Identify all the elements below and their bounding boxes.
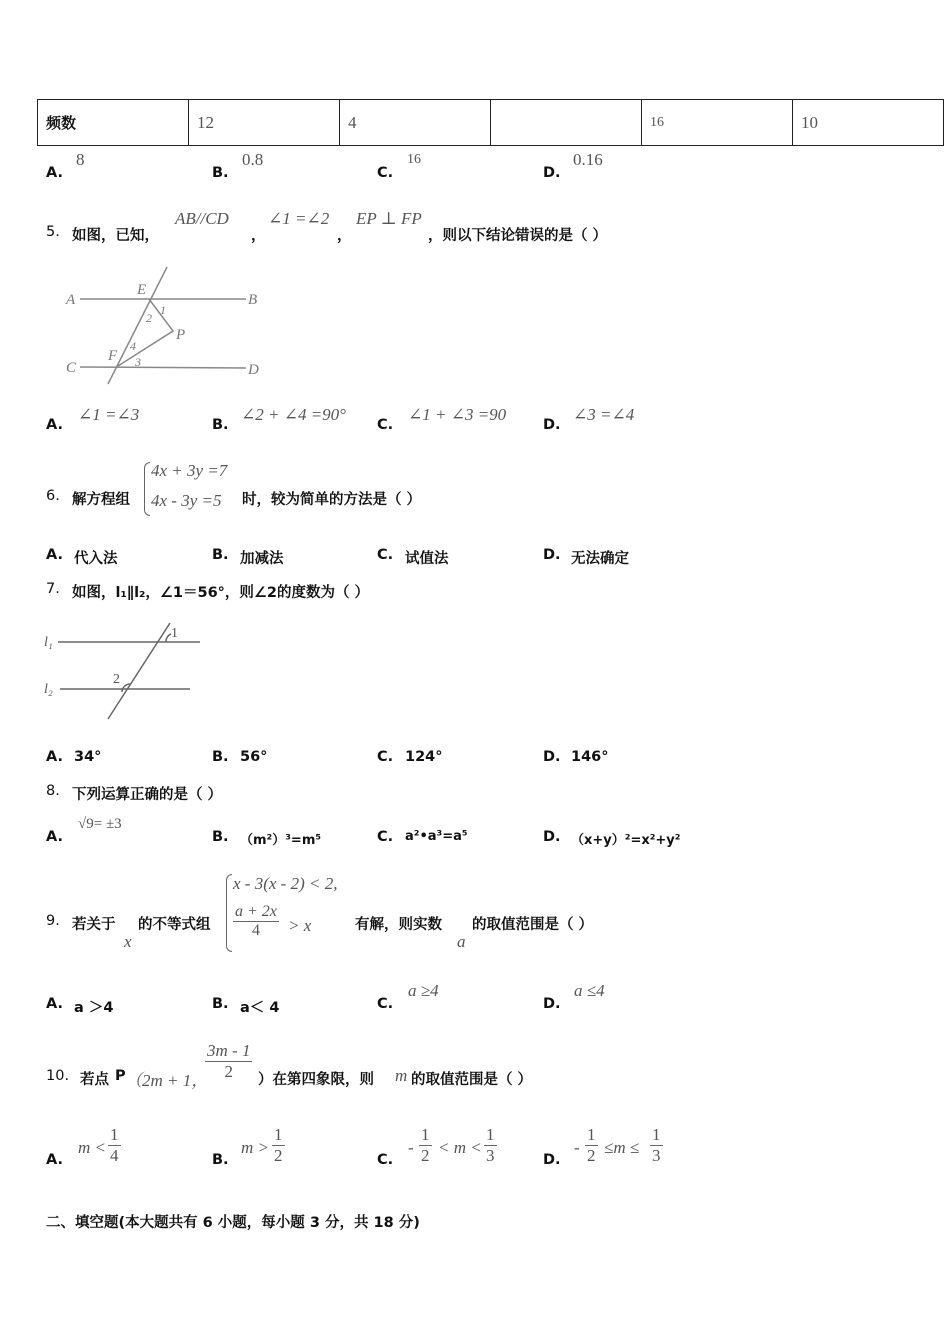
table-header-cell: 频数: [38, 100, 189, 146]
question-text: 若点: [80, 1072, 109, 1088]
question-text: 解方程组: [72, 492, 130, 508]
option-label: A.: [46, 547, 63, 563]
variable-a: a: [457, 932, 466, 951]
question-text: 下列运算正确的是（ ）: [72, 787, 223, 803]
frequency-table: [37, 99, 944, 146]
math-condition: EP ⊥ FP: [356, 209, 422, 228]
equation-2: 4x - 3y =5: [151, 491, 222, 510]
option-value: 无法确定: [571, 551, 629, 567]
question-text: 有解，则实数: [355, 917, 442, 933]
option-prefix: m >: [241, 1138, 269, 1157]
equation-1: 4x + 3y =7: [151, 461, 228, 480]
math-condition: AB//CD: [175, 209, 229, 228]
label-d: D: [248, 362, 259, 378]
fraction-numerator: 1: [274, 1125, 283, 1144]
option-value: 0.8: [242, 150, 264, 169]
question-text: 的取值范围是（ ）: [411, 1072, 533, 1088]
table-cell: [491, 100, 642, 146]
option-label: D.: [543, 996, 561, 1012]
option-fraction: [108, 1125, 121, 1166]
fraction-denominator: 2: [224, 1062, 233, 1081]
question-number: 5.: [46, 224, 60, 240]
fraction-denominator: 4: [251, 922, 260, 939]
option-fraction: [484, 1125, 497, 1166]
option-label: B.: [212, 749, 229, 765]
option-value: a ≤4: [574, 981, 605, 1000]
fraction-numerator: 1: [486, 1125, 495, 1144]
transversal: [108, 623, 170, 719]
option-label: C.: [377, 829, 394, 845]
inequality-2-fraction: [233, 903, 279, 940]
option-value: 16: [407, 152, 421, 167]
option-value: 124°: [405, 749, 443, 765]
option-label: D.: [543, 1152, 561, 1168]
separator: ，: [251, 228, 266, 244]
option-label: C.: [377, 417, 394, 433]
option-label: A.: [46, 749, 63, 765]
label-l2: l₂: [44, 682, 53, 697]
fraction-numerator: 1: [110, 1125, 119, 1144]
option-label: D.: [543, 417, 561, 433]
geometry-figure-parallel-lines: [60, 262, 270, 387]
option-label: B.: [212, 417, 229, 433]
table-cell: 4: [340, 100, 491, 146]
label-p: P: [176, 327, 186, 343]
option-label: B.: [212, 547, 229, 563]
angle-label-2: 2: [113, 672, 120, 687]
option-value: a²•a³=a⁵: [405, 829, 468, 844]
option-prefix: -: [574, 1138, 580, 1157]
question-number: 7.: [46, 581, 60, 597]
question-number: 9.: [46, 913, 60, 929]
fraction-denominator: 3: [486, 1146, 495, 1165]
option-label: A.: [46, 1152, 63, 1168]
option-value: ∠1 + ∠3 =90: [408, 405, 507, 424]
option-value: 146°: [571, 749, 609, 765]
option-label: B.: [212, 165, 229, 181]
angle-3: 3: [135, 355, 141, 369]
question-text: 如图，已知，: [72, 228, 159, 244]
option-value: 56°: [240, 749, 268, 765]
option-value: a ≥4: [408, 981, 439, 1000]
question-text: 如图，l₁∥l₂，∠1＝56°，则∠2的度数为（ ）: [72, 585, 370, 601]
option-label: C.: [377, 996, 394, 1012]
option-fraction: [585, 1125, 598, 1166]
option-value: （x+y）²=x²+y²: [571, 833, 681, 848]
option-value: ∠2 + ∠4 =90°: [241, 405, 346, 424]
variable-m: m: [395, 1066, 408, 1085]
option-label: D.: [543, 749, 561, 765]
fraction-denominator: 2: [421, 1146, 430, 1165]
fraction-denominator: 3: [652, 1146, 661, 1165]
option-fraction: [650, 1125, 663, 1166]
option-middle: ≤m ≤: [604, 1138, 640, 1157]
option-value: 8: [76, 150, 85, 169]
option-value: （m²）³=m⁵: [240, 833, 322, 848]
option-value: 0.16: [573, 150, 603, 169]
option-prefix: -: [408, 1138, 414, 1157]
option-value: ∠3 =∠4: [573, 405, 635, 424]
inequality-brace: [226, 874, 232, 952]
option-label: D.: [543, 165, 561, 181]
option-label: D.: [543, 547, 561, 563]
table-cell: 12: [189, 100, 340, 146]
fraction-numerator: 3m - 1: [207, 1041, 251, 1060]
line-cd: [80, 367, 246, 368]
fraction-numerator: a + 2x: [235, 903, 277, 920]
option-value: a＜ 4: [240, 1000, 280, 1016]
option-value: 34°: [74, 749, 102, 765]
question-text: 的不等式组: [138, 917, 211, 933]
option-label: B.: [212, 829, 229, 845]
option-label: D.: [543, 829, 561, 845]
coordinate-y-fraction: [205, 1041, 252, 1082]
label-a: A: [66, 292, 76, 308]
question-number: 10.: [46, 1068, 70, 1084]
option-label: C.: [377, 547, 394, 563]
point-label: P: [115, 1068, 126, 1084]
question-text: 若关于: [72, 917, 116, 933]
label-b: B: [248, 292, 258, 308]
question-number: 6.: [46, 488, 60, 504]
option-value: 加减法: [240, 551, 284, 567]
fraction-denominator: 4: [110, 1146, 119, 1165]
label-l1: l₁: [44, 635, 53, 650]
separator: ，: [337, 228, 352, 244]
option-label: C.: [377, 165, 394, 181]
angle-2: 2: [146, 311, 152, 325]
fraction-denominator: 2: [274, 1146, 283, 1165]
option-value: 代入法: [74, 551, 118, 567]
option-label: A.: [46, 829, 63, 845]
angle-label-1: 1: [171, 626, 178, 641]
fraction-numerator: 1: [421, 1125, 430, 1144]
option-value: a ＞4: [74, 1000, 114, 1016]
option-label: C.: [377, 749, 394, 765]
math-condition: ∠1 =∠2: [268, 209, 330, 228]
table-cell: 10: [793, 100, 944, 146]
fraction-numerator: 1: [652, 1125, 661, 1144]
fraction-numerator: 1: [587, 1125, 596, 1144]
label-c: C: [66, 360, 77, 376]
table-row: [38, 100, 944, 146]
angle-1: 1: [160, 303, 166, 317]
question-number: 8.: [46, 783, 60, 799]
question-text: 的取值范围是（ ）: [472, 917, 594, 933]
option-prefix: m <: [78, 1138, 106, 1157]
equation-brace: [144, 462, 150, 516]
option-label: A.: [46, 417, 63, 433]
inequality-2-rhs: > x: [288, 916, 312, 935]
section-title: 二、填空题(本大题共有 6 小题，每小题 3 分，共 18 分): [46, 1215, 420, 1231]
option-label: B.: [212, 996, 229, 1012]
option-fraction: [272, 1125, 285, 1166]
option-label: B.: [212, 1152, 229, 1168]
angle-4: 4: [130, 339, 136, 353]
option-value: ∠1 =∠3: [78, 405, 140, 424]
coordinate-x: （2m + 1，: [125, 1071, 209, 1090]
geometry-figure-angles: [40, 620, 210, 725]
option-fraction: [419, 1125, 432, 1166]
label-e: E: [137, 282, 147, 298]
option-value: √9= ±3: [78, 816, 122, 832]
option-label: A.: [46, 996, 63, 1012]
option-label: A.: [46, 165, 63, 181]
label-f: F: [108, 348, 118, 364]
question-text: 时，较为简单的方法是（ ）: [242, 492, 422, 508]
question-text: ）在第四象限，则: [258, 1072, 374, 1088]
inequality-1: x - 3(x - 2) < 2,: [233, 874, 338, 893]
variable-x: x: [124, 932, 132, 951]
question-text: ，则以下结论错误的是（ ）: [428, 228, 608, 244]
fraction-denominator: 2: [587, 1146, 596, 1165]
table-cell: 16: [642, 100, 793, 146]
option-label: C.: [377, 1152, 394, 1168]
option-middle: < m <: [438, 1138, 482, 1157]
option-value: 试值法: [405, 551, 449, 567]
